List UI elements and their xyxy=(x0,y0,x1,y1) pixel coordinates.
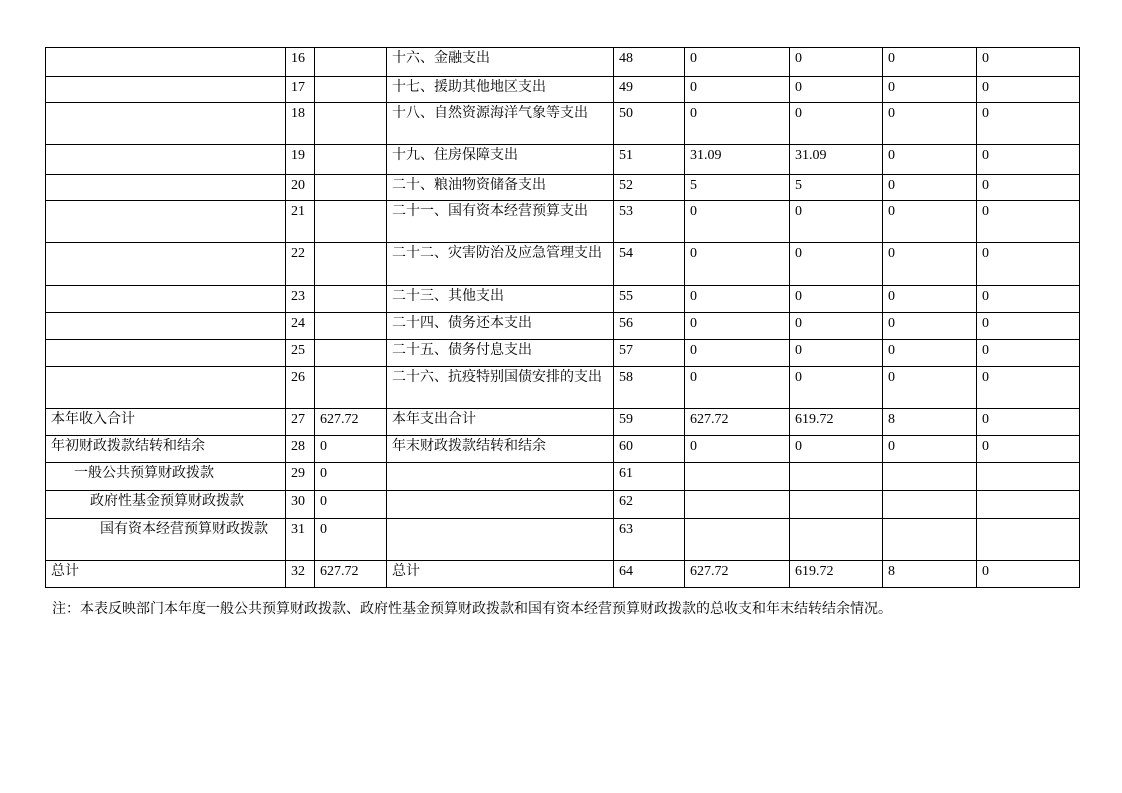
income-amount xyxy=(315,243,387,286)
expense-seq: 57 xyxy=(614,340,685,367)
income-amount xyxy=(315,286,387,313)
fund-budget-amount: 0 xyxy=(883,313,977,340)
expense-seq: 59 xyxy=(614,409,685,436)
income-amount xyxy=(315,201,387,243)
general-budget-amount: 0 xyxy=(790,201,883,243)
state-capital-amount: 0 xyxy=(977,286,1080,313)
state-capital-amount: 0 xyxy=(977,145,1080,175)
state-capital-amount: 0 xyxy=(977,77,1080,103)
income-seq: 27 xyxy=(286,409,315,436)
income-item-label xyxy=(46,175,286,201)
state-capital-amount: 0 xyxy=(977,367,1080,409)
expense-item-label: 总计 xyxy=(387,561,614,588)
general-budget-amount: 0 xyxy=(790,436,883,463)
income-amount xyxy=(315,48,387,77)
income-amount xyxy=(315,77,387,103)
fund-budget-amount: 0 xyxy=(883,286,977,313)
expense-item-label: 二十一、国有资本经营预算支出 xyxy=(387,201,614,243)
state-capital-amount xyxy=(977,519,1080,561)
expense-seq: 48 xyxy=(614,48,685,77)
fund-budget-amount xyxy=(883,491,977,519)
income-item-label xyxy=(46,243,286,286)
general-budget-amount: 5 xyxy=(790,175,883,201)
income-seq: 16 xyxy=(286,48,315,77)
state-capital-amount: 0 xyxy=(977,436,1080,463)
expense-item-label: 十八、自然资源海洋气象等支出 xyxy=(387,103,614,145)
expense-total xyxy=(685,491,790,519)
expense-seq: 64 xyxy=(614,561,685,588)
income-item-label: 年初财政拨款结转和结余 xyxy=(46,436,286,463)
table-row xyxy=(46,491,1080,519)
expense-item-label: 十六、金融支出 xyxy=(387,48,614,77)
state-capital-amount: 0 xyxy=(977,243,1080,286)
income-seq: 17 xyxy=(286,77,315,103)
state-capital-amount: 0 xyxy=(977,340,1080,367)
general-budget-amount: 0 xyxy=(790,48,883,77)
expense-seq: 49 xyxy=(614,77,685,103)
expense-seq: 50 xyxy=(614,103,685,145)
income-amount xyxy=(315,103,387,145)
general-budget-amount: 0 xyxy=(790,340,883,367)
fund-budget-amount: 0 xyxy=(883,175,977,201)
expense-item-label: 二十二、灾害防治及应急管理支出 xyxy=(387,243,614,286)
state-capital-amount: 0 xyxy=(977,313,1080,340)
table-row xyxy=(46,201,1080,243)
income-seq: 25 xyxy=(286,340,315,367)
income-amount xyxy=(315,313,387,340)
expense-total: 0 xyxy=(685,436,790,463)
income-seq: 23 xyxy=(286,286,315,313)
general-budget-amount: 0 xyxy=(790,103,883,145)
expense-item-label: 二十四、债务还本支出 xyxy=(387,313,614,340)
state-capital-amount: 0 xyxy=(977,561,1080,588)
expense-total: 0 xyxy=(685,313,790,340)
income-seq: 24 xyxy=(286,313,315,340)
general-budget-amount: 31.09 xyxy=(790,145,883,175)
income-item-label: 本年收入合计 xyxy=(46,409,286,436)
expense-total: 0 xyxy=(685,48,790,77)
expense-total: 5 xyxy=(685,175,790,201)
income-amount: 0 xyxy=(315,519,387,561)
state-capital-amount xyxy=(977,491,1080,519)
income-item-label xyxy=(46,367,286,409)
expense-item-label: 二十五、债务付息支出 xyxy=(387,340,614,367)
table-row xyxy=(46,145,1080,175)
general-budget-amount: 0 xyxy=(790,77,883,103)
table-row xyxy=(46,103,1080,145)
table-footnote: 注：本表反映部门本年度一般公共预算财政拨款、政府性基金预算财政拨款和国有资本经营预算财政拨款的总收支和年末结转结余情况。 xyxy=(52,602,892,617)
income-seq: 30 xyxy=(286,491,315,519)
fund-budget-amount: 0 xyxy=(883,243,977,286)
general-budget-amount xyxy=(790,519,883,561)
income-item-label xyxy=(46,340,286,367)
income-seq: 19 xyxy=(286,145,315,175)
general-budget-amount xyxy=(790,463,883,491)
fund-budget-amount: 8 xyxy=(883,561,977,588)
income-item-label: 总计 xyxy=(46,561,286,588)
table-row xyxy=(46,340,1080,367)
expense-total: 0 xyxy=(685,243,790,286)
table-row xyxy=(46,519,1080,561)
income-seq: 18 xyxy=(286,103,315,145)
fund-budget-amount xyxy=(883,463,977,491)
fund-budget-amount xyxy=(883,519,977,561)
table-row xyxy=(46,367,1080,409)
general-budget-amount: 619.72 xyxy=(790,409,883,436)
income-amount xyxy=(315,367,387,409)
table-row xyxy=(46,436,1080,463)
income-seq: 29 xyxy=(286,463,315,491)
table-row xyxy=(46,561,1080,588)
table-row xyxy=(46,286,1080,313)
expense-seq: 58 xyxy=(614,367,685,409)
expense-seq: 60 xyxy=(614,436,685,463)
state-capital-amount xyxy=(977,463,1080,491)
state-capital-amount: 0 xyxy=(977,175,1080,201)
expense-total: 0 xyxy=(685,340,790,367)
expense-item-label: 年末财政拨款结转和结余 xyxy=(387,436,614,463)
fund-budget-amount: 0 xyxy=(883,367,977,409)
income-item-label xyxy=(46,201,286,243)
general-budget-amount: 0 xyxy=(790,286,883,313)
income-amount xyxy=(315,145,387,175)
expense-total: 0 xyxy=(685,103,790,145)
income-item-label xyxy=(46,103,286,145)
fund-budget-amount: 0 xyxy=(883,48,977,77)
income-item-label: 政府性基金预算财政拨款 xyxy=(46,491,286,519)
state-capital-amount: 0 xyxy=(977,409,1080,436)
general-budget-amount xyxy=(790,491,883,519)
income-seq: 20 xyxy=(286,175,315,201)
expense-total: 0 xyxy=(685,77,790,103)
fund-budget-amount: 0 xyxy=(883,340,977,367)
expense-total: 0 xyxy=(685,286,790,313)
expense-item-label: 十九、住房保障支出 xyxy=(387,145,614,175)
income-item-label: 国有资本经营预算财政拨款 xyxy=(46,519,286,561)
income-item-label xyxy=(46,313,286,340)
fund-budget-amount: 0 xyxy=(883,77,977,103)
income-item-label xyxy=(46,145,286,175)
income-amount: 627.72 xyxy=(315,561,387,588)
fund-budget-amount: 0 xyxy=(883,436,977,463)
income-seq: 21 xyxy=(286,201,315,243)
expense-item-label: 二十六、抗疫特别国债安排的支出 xyxy=(387,367,614,409)
expense-seq: 53 xyxy=(614,201,685,243)
income-item-label xyxy=(46,48,286,77)
expense-item-label: 本年支出合计 xyxy=(387,409,614,436)
general-budget-amount: 0 xyxy=(790,243,883,286)
state-capital-amount: 0 xyxy=(977,48,1080,77)
income-seq: 22 xyxy=(286,243,315,286)
expense-total: 627.72 xyxy=(685,561,790,588)
table-row xyxy=(46,175,1080,201)
expense-item-label xyxy=(387,463,614,491)
income-amount: 0 xyxy=(315,491,387,519)
income-amount: 627.72 xyxy=(315,409,387,436)
expense-seq: 62 xyxy=(614,491,685,519)
income-item-label: 一般公共预算财政拨款 xyxy=(46,463,286,491)
table-row xyxy=(46,77,1080,103)
expense-item-label xyxy=(387,491,614,519)
expense-seq: 63 xyxy=(614,519,685,561)
fund-budget-amount: 0 xyxy=(883,201,977,243)
expense-item-label: 二十、粮油物资储备支出 xyxy=(387,175,614,201)
expense-total xyxy=(685,519,790,561)
expense-total: 627.72 xyxy=(685,409,790,436)
income-amount: 0 xyxy=(315,463,387,491)
expense-seq: 56 xyxy=(614,313,685,340)
expense-seq: 51 xyxy=(614,145,685,175)
table-row xyxy=(46,313,1080,340)
table-row xyxy=(46,243,1080,286)
budget-table xyxy=(45,47,1080,588)
expense-seq: 55 xyxy=(614,286,685,313)
expense-seq: 54 xyxy=(614,243,685,286)
general-budget-amount: 0 xyxy=(790,313,883,340)
fund-budget-amount: 0 xyxy=(883,145,977,175)
general-budget-amount: 619.72 xyxy=(790,561,883,588)
state-capital-amount: 0 xyxy=(977,103,1080,145)
income-item-label xyxy=(46,286,286,313)
expense-item-label xyxy=(387,519,614,561)
income-item-label xyxy=(46,77,286,103)
expense-item-label: 二十三、其他支出 xyxy=(387,286,614,313)
income-seq: 26 xyxy=(286,367,315,409)
expense-total: 0 xyxy=(685,201,790,243)
income-amount xyxy=(315,340,387,367)
fund-budget-amount: 0 xyxy=(883,103,977,145)
income-seq: 28 xyxy=(286,436,315,463)
income-amount: 0 xyxy=(315,436,387,463)
fund-budget-amount: 8 xyxy=(883,409,977,436)
table-row xyxy=(46,463,1080,491)
table-row xyxy=(46,48,1080,77)
income-seq: 31 xyxy=(286,519,315,561)
expense-item-label: 十七、援助其他地区支出 xyxy=(387,77,614,103)
expense-seq: 61 xyxy=(614,463,685,491)
expense-total: 0 xyxy=(685,367,790,409)
general-budget-amount: 0 xyxy=(790,367,883,409)
state-capital-amount: 0 xyxy=(977,201,1080,243)
table-row xyxy=(46,409,1080,436)
expense-total: 31.09 xyxy=(685,145,790,175)
income-amount xyxy=(315,175,387,201)
income-seq: 32 xyxy=(286,561,315,588)
expense-total xyxy=(685,463,790,491)
expense-seq: 52 xyxy=(614,175,685,201)
